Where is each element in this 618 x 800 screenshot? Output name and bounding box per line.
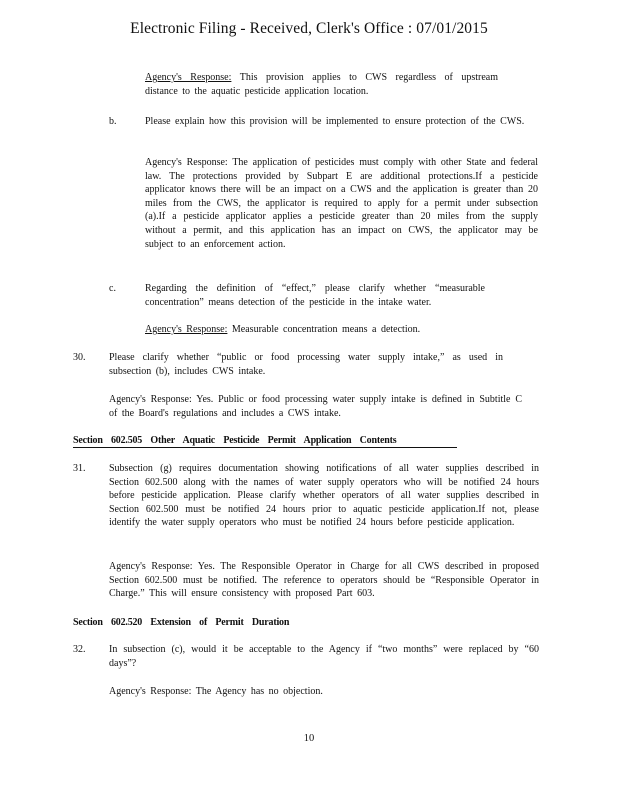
item-marker: 30. bbox=[73, 352, 86, 363]
response-paragraph: Agency's Response: Yes. Public or food processing water supply intake is defined in Subtitle C of the Board's regulations and includes a CWS intake. bbox=[109, 394, 522, 419]
section-heading: Section 602.520 Extension of Permit Duration bbox=[73, 617, 290, 628]
question-paragraph: Please explain how this provision will be implemented to ensure protection of the CWS. bbox=[145, 116, 525, 127]
item-marker: 31. bbox=[73, 463, 86, 474]
response-text: This provision applies to CWS regardless of upstream distance to the aquatic pesticide application location. bbox=[145, 72, 499, 97]
response-label: Agency's Response: bbox=[145, 72, 232, 83]
response-label: Agency's Response: bbox=[145, 324, 228, 335]
item-marker: c. bbox=[109, 283, 116, 294]
question-paragraph: In subsection (c), would it be acceptable to the Agency if “two months” were replaced by “60 days”? bbox=[109, 644, 539, 669]
section-underline bbox=[73, 447, 457, 448]
item-marker: 32. bbox=[73, 644, 86, 655]
question-paragraph: Subsection (g) requires documentation showing notifications of all water supplies described in Section 602.500 along with the names of water supply operators who will be notified 24 hours before pesticide application. Please clarify whether operators of all water supplies described in Section 602.500 must be notified 24 hours prior to aquatic pesticide application.If not, please identify the water supply operators who must be notified 24 hours before pesticide application. bbox=[109, 463, 539, 529]
response-paragraph: Agency's Response: The Agency has no objection. bbox=[109, 686, 323, 697]
question-paragraph: Please clarify whether “public or food processing water supply intake,” as used in subsection (b), includes CWS intake. bbox=[109, 352, 503, 377]
page-number: 10 bbox=[303, 733, 315, 744]
filing-header: Electronic Filing - Received, Clerk's Office : 07/01/2015 bbox=[130, 20, 488, 37]
item-marker: b. bbox=[109, 116, 117, 127]
response-paragraph bbox=[145, 323, 538, 337]
response-paragraph: Agency's Response: The application of pesticides must comply with other State and federal law. The protections provided by Subpart E are additional protections.If a pesticide applicator knows there will be an impact on a CWS and the application is greater than 20 miles from the CWS, the applicator is required to apply for a permit under subsection (a).If a pesticide applicator applies a pesticide greater than 20 miles from the supply without a permit, and this application has an impact on CWS, the applicator may be subject to an enforcement action. bbox=[145, 157, 538, 250]
response-paragraph: Agency's Response: Yes. The Responsible Operator in Charge for all CWS described in proposed Section 602.500 must be notified. The reference to operators should be “Responsible Operator in Charge.” This will ensure consistency with proposed Part 603. bbox=[109, 561, 539, 600]
response-paragraph bbox=[145, 71, 498, 98]
question-paragraph: Regarding the definition of “effect,” please clarify whether “measurable concentration” means detection of the pesticide in the intake water. bbox=[145, 283, 485, 308]
section-heading: Section 602.505 Other Aquatic Pesticide Permit Application Contents bbox=[73, 435, 397, 446]
response-text: Measurable concentration means a detection. bbox=[227, 324, 421, 335]
